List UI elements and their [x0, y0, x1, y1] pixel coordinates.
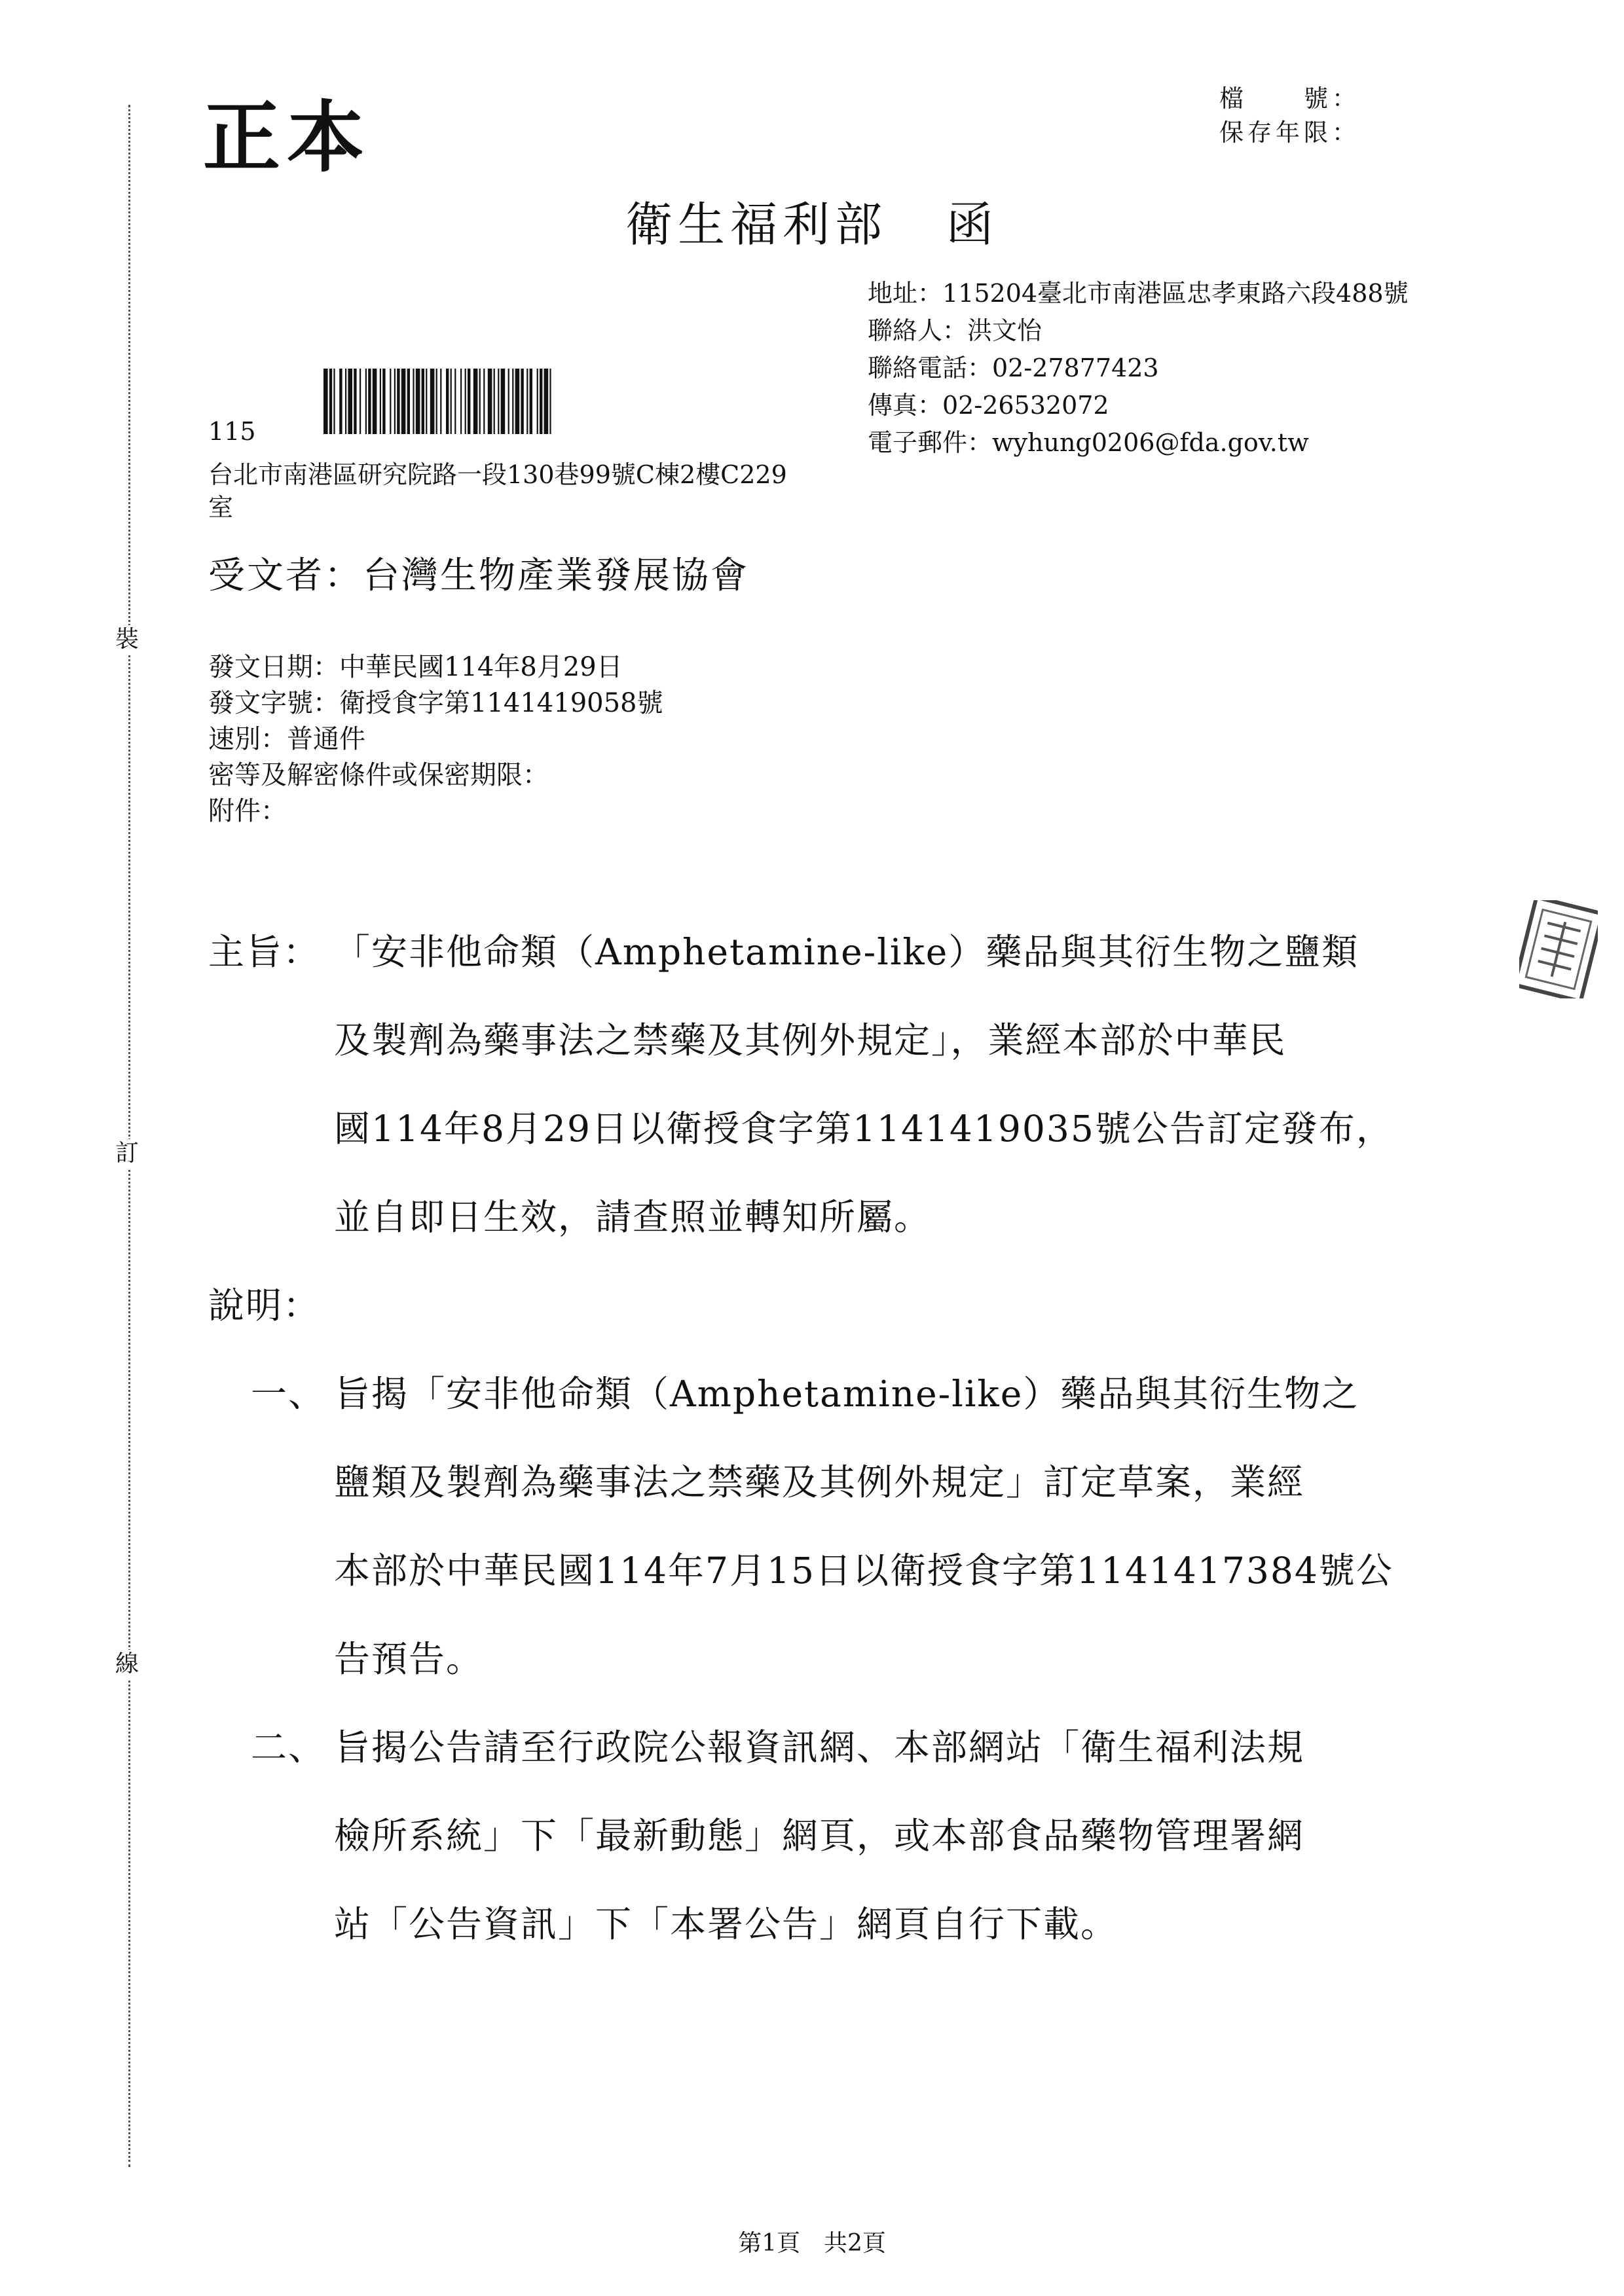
explanation-item-1-marker: 一、	[251, 1373, 326, 1415]
issue-date: 發文日期：中華民國114年8月29日	[208, 652, 623, 682]
explanation-item-1-line-2: 鹽類及製劑為藥事法之禁藥及其例外規定」訂定草案，業經	[334, 1461, 1305, 1503]
subject-line-3: 國114年8月29日以衛授食字第1141419035號公告訂定發布，	[334, 1108, 1393, 1150]
postal-code: 115	[208, 417, 256, 446]
file-number-label: 檔 號：	[1219, 84, 1360, 113]
binding-line	[128, 105, 130, 2167]
retention-period-label: 保存年限：	[1219, 118, 1360, 147]
recipient: 受文者：台灣生物產業發展協會	[208, 555, 749, 597]
binding-mark-ding: 訂	[115, 1140, 139, 1167]
contact-email: 電子郵件：wyhung0206@fda.gov.tw	[868, 428, 1309, 457]
official-seal-icon	[1519, 900, 1598, 998]
delivery-speed: 速別：普通件	[208, 724, 365, 754]
explanation-item-1-line-3: 本部於中華民國114年7月15日以衛授食字第1141417384號公	[334, 1550, 1393, 1592]
binding-mark-xian: 線	[115, 1650, 139, 1677]
explanation-item-1-line-4: 告預告。	[334, 1638, 484, 1680]
subject-line-4: 並自即日生效，請查照並轉知所屬。	[334, 1196, 932, 1238]
explanation-item-2-line-1: 旨揭公告請至行政院公報資訊網、本部網站「衛生福利法規	[334, 1726, 1305, 1768]
barcode-graphic	[321, 369, 688, 434]
subject-label: 主旨：	[208, 931, 321, 973]
contact-address: 地址：115204臺北市南港區忠孝東路六段488號	[868, 279, 1409, 308]
agency-name: 衛生福利部	[625, 197, 887, 252]
contact-block	[868, 275, 1409, 462]
mailing-address	[208, 458, 863, 524]
mailing-address-line2: 室	[208, 493, 234, 522]
explanation-item-2-marker: 二、	[251, 1726, 326, 1768]
original-copy-stamp: 正本	[203, 92, 371, 183]
contact-fax: 傳真：02-26532072	[868, 391, 1109, 420]
document-type: 函	[946, 197, 999, 252]
page-number: 第1頁 共2頁	[738, 2230, 886, 2257]
contact-phone: 聯絡電話：02-27877423	[868, 354, 1159, 382]
subject-line-2: 及製劑為藥事法之禁藥及其例外規定」，業經本部於中華民	[334, 1019, 1287, 1061]
explanation-label: 說明：	[208, 1285, 321, 1326]
explanation-item-2-line-2: 檢所系統」下「最新動態」網頁，或本部食品藥物管理署網	[334, 1815, 1305, 1857]
explanation-item-1-line-1: 旨揭「安非他命類（Amphetamine-like）藥品與其衍生物之	[334, 1373, 1359, 1415]
subject-line-1: 「安非他命類（Amphetamine-like）藥品與其衍生物之鹽類	[334, 931, 1359, 973]
attachment: 附件：	[208, 796, 287, 826]
binding-mark-zhuang: 裝	[115, 626, 139, 653]
document-meta	[208, 649, 663, 829]
contact-person: 聯絡人：洪文怡	[868, 316, 1043, 345]
document-title	[0, 187, 1624, 255]
explanation-item-2-line-3: 站「公告資訊」下「本署公告」網頁自行下載。	[334, 1903, 1118, 1945]
mailing-address-line1: 台北市南港區研究院路一段130巷99號C棟2樓C229	[208, 460, 787, 489]
classification: 密等及解密條件或保密期限：	[208, 760, 549, 790]
document-number: 發文字號：衛授食字第1141419058號	[208, 688, 663, 718]
